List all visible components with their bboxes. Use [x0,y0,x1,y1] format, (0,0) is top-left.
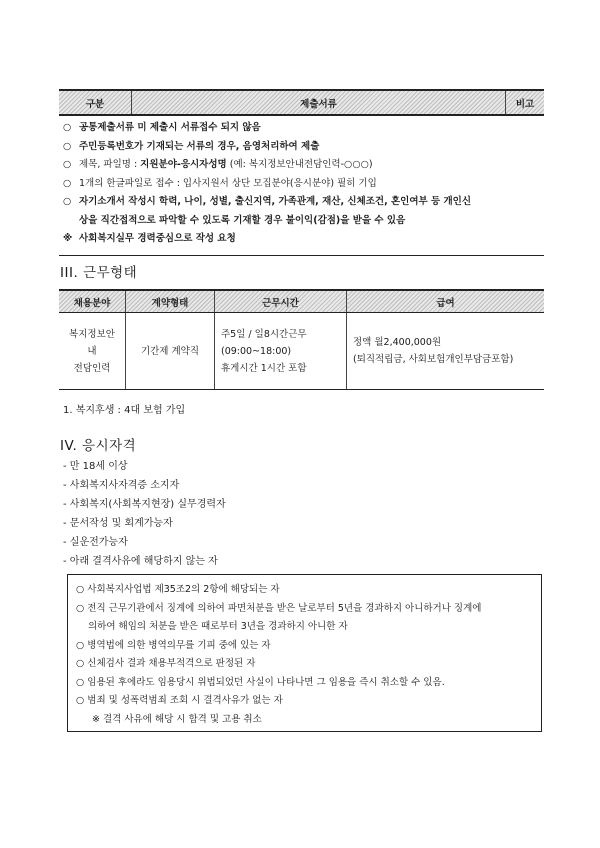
documents-table [59,89,544,256]
note-line: ○ 1개의 한글파일로 접수 : 입사지원서 상단 모집분야(응시분야) 필히 기입 [63,177,377,189]
note-line: ○ 자기소개서 작성시 학력, 나이, 성별, 출신지역, 가족관계, 재산, 신체조건, 혼인여부 등 개인신 [63,196,472,207]
disqualification-item: ○ 범죄 및 성폭력범죄 조회 시 결격사유가 없는 자 [76,695,283,706]
qualification-item: - 만 18세 이상 [63,461,128,472]
documents-notes [59,115,544,255]
qualification-item: - 실운전가능자 [63,537,128,548]
header-pay: 급여 [347,290,545,313]
note-line-continued: 상을 직간접적으로 파악할 수 있도록 기재할 경우 불이익(감점)을 받을 수 있음 [79,214,406,226]
disqualification-item-continued: 의하여 해임의 처분을 받은 때로부터 3년을 경과하지 아니한 자 [88,621,348,632]
cell-field: 복지정보안내 전담인력 [59,313,126,390]
note-line: ○ 제목, 파일명 : 지원분야-응시자성명 (예: 복지정보안내전담인력-○○○) [63,159,373,170]
disqualification-item: ○ 신체검사 결과 채용부적격으로 판정된 자 [76,658,256,669]
header-remarks: 비고 [506,90,545,115]
header-documents: 제출서류 [132,90,506,115]
disqualification-note: ※ 결격 사유에 해당 시 합격 및 고용 취소 [92,713,262,725]
qualification-item: - 사회복지사자격증 소지자 [63,480,180,491]
cell-hours: 주5일 / 일8시간근무 (09:00~18:00) 휴게시간 1시간 포함 [215,313,347,390]
disqualification-item: ○ 임용된 후에라도 임용당시 위법되었던 사실이 나타나면 그 임용을 즉시 취소할 수 있음. [76,676,445,688]
benefit-text: 1. 복지후생 : 4대 보험 가입 [63,405,186,416]
disqualification-box [67,574,542,732]
table-row [59,313,544,390]
work-type-table [59,289,544,390]
header-field: 채용분야 [59,290,126,313]
note-line: ○ 주민등록번호가 기재되는 서류의 경우, 음영처리하여 제출 [63,140,320,152]
disqualification-item: ○ 사회복지사업법 제35조2의 2항에 해당되는 자 [76,584,280,595]
header-category: 구분 [59,90,132,115]
disqualification-item: ○ 병역법에 의한 병역의무를 기피 중에 있는 자 [76,639,271,651]
header-contract: 계약형태 [126,290,215,313]
qualification-item: - 아래 결격사유에 해당하지 않는 자 [63,556,218,567]
note-line: ○ 공통제출서류 미 제출시 서류접수 되지 않음 [63,122,261,133]
header-hours: 근무시간 [215,290,347,313]
cell-contract: 기간제 계약직 [126,313,215,390]
qualification-item: - 문서작성 및 회계가능자 [63,518,173,529]
note-line: ※ 사회복지실무 경력중심으로 작성 요청 [63,233,236,244]
qualification-item: - 사회복지(사회복지현장) 실무경력자 [63,499,226,510]
cell-pay: 정액 월2,400,000원 (퇴직적립금, 사회보험개인부담금포함) [347,313,545,390]
section-heading-work-type: III. 근무형태 [60,265,138,281]
section-heading-qualifications: IV. 응시자격 [60,438,137,454]
disqualification-item: ○ 전직 근무기관에서 징계에 의하여 파면처분을 받은 날로부터 5년을 경과하지 아니하거나 징계에 [76,602,482,614]
